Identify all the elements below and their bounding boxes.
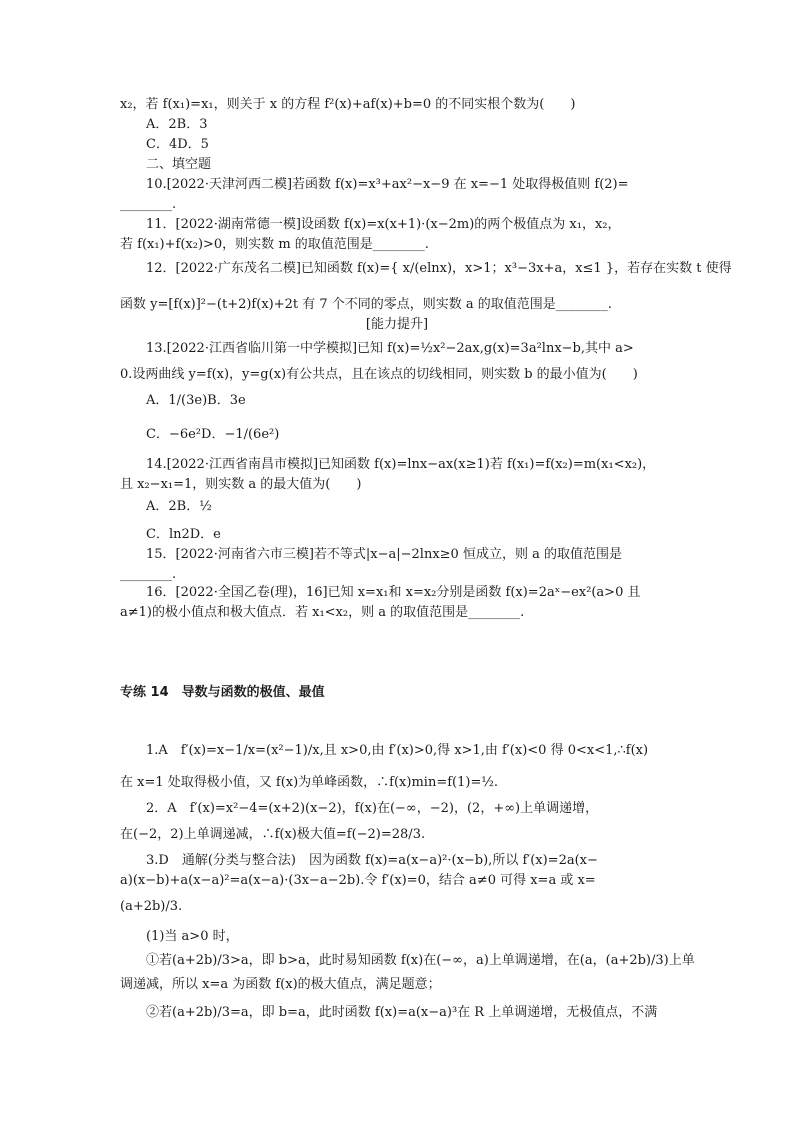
question-10: 10.[2022·天津河西二模]若函数 f(x)=x³+ax²−x−9 在 x=−1 处取得极值则 f(2)= — [146, 177, 629, 192]
text-line: x₂，若 f(x₁)=x₁，则关于 x 的方程 f²(x)+af(x)+b=0 的不同实根个数为( ) — [120, 97, 576, 112]
chapter-title: 专练 14 导数与函数的极值、最值 — [120, 685, 325, 700]
solution-1: 1.A f′(x)=x−1/x=(x²−1)/x,且 x>0,由 f′(x)>0,得 x>1,由 f′(x)<0 得 0<x<1,∴f(x) — [146, 743, 649, 758]
text-line: 在 x=1 处取得极小值，又 f(x)为单峰函数，∴f(x)min=f(1)=½. — [120, 775, 499, 790]
question-16: 16．[2022·全国乙卷(理)，16]已知 x=x₁和 x=x₂分别是函数 f(x)=2aˣ−ex²(a>0 且 — [146, 585, 641, 600]
question-12: 12．[2022·广东茂名二模]已知函数 f(x)={ x/(elnx)，x>1；x³−3x+a，x≤1 }，若存在实数 t 使得 — [146, 261, 732, 276]
case-line: ①若(a+2b)/3>a，即 b>a，此时易知函数 f(x)在(−∞，a)上单调递增，在(a，(a+2b)/3)上单 — [146, 953, 695, 968]
text-line: a)(x−b)+a(x−a)²=a(x−a)·(3x−a−2b).令 f′(x)=0，结合 a≠0 可得 x=a 或 x= — [120, 873, 596, 888]
option-line: A．2B．½ — [146, 499, 212, 514]
answer-blank: ________. — [120, 567, 177, 582]
question-11: 11．[2022·湖南常德一模]设函数 f(x)=x(x+1)·(x−2m)的两个极值点为 x₁，x₂， — [146, 217, 621, 232]
text-line: 调递减，所以 x=a 为函数 f(x)的极大值点，满足题意； — [120, 977, 441, 992]
section-heading: 二、填空题 — [146, 157, 212, 172]
subsection-heading: [能力提升] — [365, 317, 429, 332]
question-14: 14.[2022·江西省南昌市模拟]已知函数 f(x)=lnx−ax(x≥1)若 f(x₁)=f(x₂)=m(x₁<x₂)， — [146, 457, 656, 472]
case-line: (1)当 a>0 时， — [146, 929, 239, 944]
text-line: 0.设两曲线 y=f(x)，y=g(x)有公共点，且在该点的切线相同，则实数 b 的最小值为( ) — [120, 367, 638, 382]
case-line: ②若(a+2b)/3=a，即 b=a，此时函数 f(x)=a(x−a)³在 R 上单调递增，无极值点，不满 — [146, 1005, 658, 1020]
solution-2: 2．A f′(x)=x²−4=(x+2)(x−2)，f(x)在(−∞，−2)，(2，+∞)上单调递增， — [146, 801, 599, 816]
text-line: 在(−2，2)上单调递减，∴f(x)极大值=f(−2)=28/3. — [120, 827, 426, 842]
solution-3: 3.D 通解(分类与整合法) 因为函数 f(x)=a(x−a)²·(x−b),所以 f′(x)=2a(x− — [146, 853, 598, 868]
question-13: 13.[2022·江西省临川第一中学模拟]已知 f(x)=½x²−2ax,g(x)=3a²lnx−b,其中 a> — [146, 341, 634, 356]
text-line: 且 x₂−x₁=1，则实数 a 的最大值为( ) — [120, 477, 362, 492]
question-15: 15．[2022·河南省六市三模]若不等式|x−a|−2lnx≥0 恒成立，则 a 的取值范围是 — [146, 547, 622, 562]
answer-blank: ________. — [120, 197, 177, 212]
option-line: C．4D．5 — [146, 137, 209, 152]
option-line: A．2B．3 — [146, 117, 208, 132]
text-line: a≠1)的极小值点和极大值点．若 x₁<x₂，则 a 的取值范围是________. — [120, 605, 525, 620]
text-line: (a+2b)/3. — [120, 899, 183, 914]
option-line: C．−6e²D．−1/(6e²) — [146, 427, 280, 442]
text-line: 若 f(x₁)+f(x₂)>0，则实数 m 的取值范围是________. — [120, 237, 429, 252]
option-line: C．ln2D．e — [146, 527, 221, 542]
option-line: A．1/(3e)B．3e — [146, 393, 246, 408]
text-line: 函数 y=[f(x)]²−(t+2)f(x)+2t 有 7 个不同的零点，则实数 a 的取值范围是________. — [120, 297, 612, 312]
